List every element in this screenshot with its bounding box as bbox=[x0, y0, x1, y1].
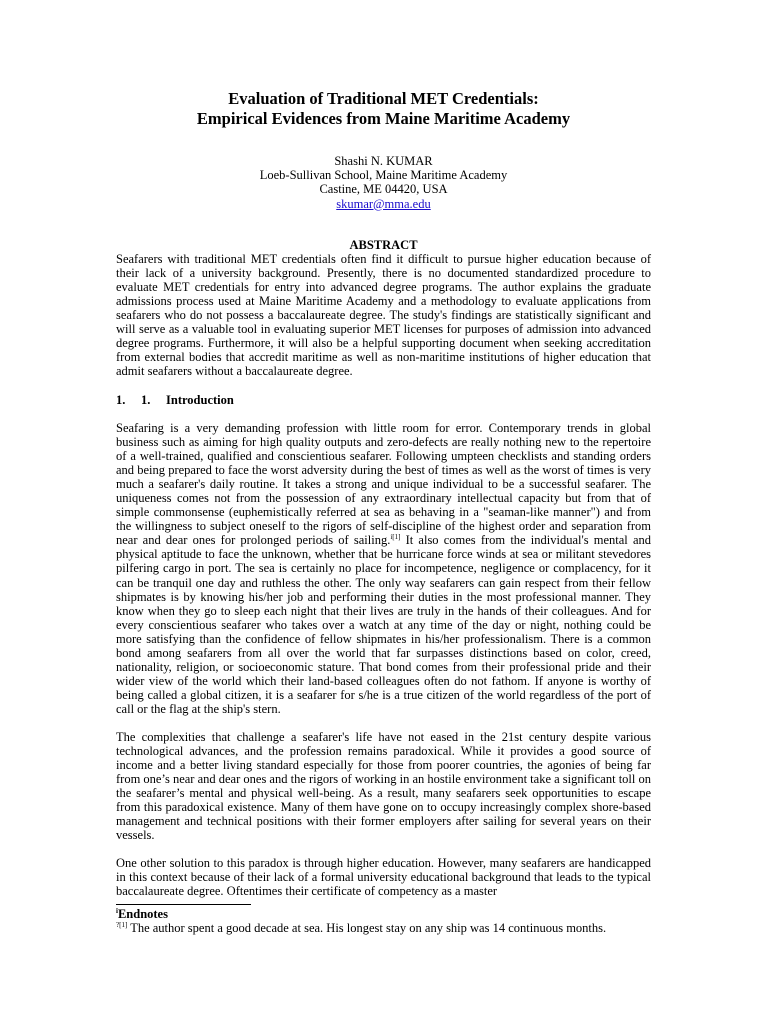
author-block bbox=[116, 154, 651, 211]
endnotes-heading-text: Endnotes bbox=[117, 907, 168, 921]
abstract-heading: ABSTRACT bbox=[349, 238, 418, 252]
author-affiliation: Loeb-Sullivan School, Maine Maritime Academy bbox=[259, 168, 508, 183]
section-heading-introduction bbox=[116, 393, 234, 407]
endnote-marker: ?[1] bbox=[116, 920, 128, 929]
endnote-text: The author spent a good decade at sea. His longest stay on any ship was 14 continuous months. bbox=[130, 921, 607, 935]
abstract-text: Seafarers with traditional MET credentials often find it difficult to pursue higher education because of their lack of a university background. Presently, there is no documented standardized procedure to evaluate MET credentials for entry into advanced degree programs. The author explains the graduate admissions process used at Maine Maritime Academy and a methodology to evaluate applications from seafarers who do not possess a baccalaureate degree. The study's findings are statistically significant and will serve as a valuable tool in evaluating superior MET licenses for purposes of admission into advanced degree programs. Furthermore, it will also be a helpful supporting document when seeking accreditation from external bodies that accredit maritime as well as non-maritime institutions of higher education that admit seafarers without a baccalaureate degree. bbox=[116, 252, 651, 379]
intro-paragraph-2: The complexities that challenge a seafarer's life have not eased in the 21st century despite various technological advances, and the profession remains paradoxical. While it provides a good source of income and a better living standard especially for those from poorer countries, the agonies of being far from one’s near and dear ones and the rigors of working in an hostile environment take a significant toll on the seafarer’s mental and physical well-being. As a result, many seafarers seek opportunities to escape from this paradoxical existence. Many of them have gone on to occupy increasingly complex shore-based management and technical positions with their former employers after sailing for several years on their vessels. bbox=[116, 730, 651, 843]
endnotes-marker: i bbox=[116, 906, 118, 915]
intro-p1-text-a: Seafaring is a very demanding profession with little room for error. Contemporary trends in global business such as aiming for high quality outputs and zero-defects are really nothing new to the repertoire of a well-trained, qualified and conscientious seafarer. Following umpteen checklists and standing orders and being prepared to face the worst adversity during the best of times as well as the worst of times is very much a seafarer's daily routine. It takes a strong and unique individual to be a successful seafarer. The uniqueness comes not from the possession of any extraordinary intellectual capacity but from that of simple commonsense (euphemistically referred at sea as behaving in a "seaman-like manner") and from the willingness to subject oneself to the rigors of self-discipline of the highest order and separation from near and dear ones for prolonged periods of sailing. bbox=[116, 421, 651, 548]
section-number-2: 1. bbox=[141, 393, 151, 407]
author-name: Shashi N. KUMAR bbox=[334, 154, 433, 168]
footnote-ref[interactable]: i[1] bbox=[390, 533, 401, 542]
intro-p1-text-b: It also comes from the individual's mental and physical aptitude to face the unknown, whether that be hurricane force winds at sea or militant stevedores pilfering cargo in port. The sea is certainly no place for incompetence, negligence or complacency, for it can be tranquil one day and ruthless the other. The only way seafarers can gain respect from their fellow shipmates is by knowing his/her job and performing their duties in the most professional manner. They know when they go to sleep each night that their lives are truly in the hands of their colleagues. And for every conscientious seafarer who takes over a watch at any time of the day or night, nothing could be more satisfying than the confidence of fellow shipmates in his/her professionalism. There is a common bond among seafarers from all over the world that far surpasses distinctions based on color, creed, nationality, religion, or socioeconomic stature. That bond comes from their professional pride and their wider view of the world which their land-based colleagues often do not fathom. If anyone is worthy of being called a global citizen, it is a seafarer for s/he is a true citizen of the world regardless of the port of call or the flag at the ship's stern. bbox=[116, 533, 651, 716]
paper-title bbox=[116, 89, 651, 129]
intro-paragraph-3: One other solution to this paradox is through higher education. However, many seafarers are handicapped in this context because of their lack of a formal university educational background that leads to the typical baccalaureate degree. Oftentimes their certificate of competency as a master bbox=[116, 856, 651, 899]
section-title: Introduction bbox=[166, 393, 234, 407]
title-line-2: Empirical Evidences from Maine Maritime Academy bbox=[196, 109, 571, 128]
endnotes-heading bbox=[116, 907, 168, 921]
section-number-1: 1. bbox=[116, 393, 126, 407]
title-line-1: Evaluation of Traditional MET Credentials: bbox=[228, 89, 539, 108]
author-location: Castine, ME 04420, USA bbox=[319, 182, 448, 197]
footnote-divider bbox=[116, 904, 251, 905]
author-email-link[interactable]: skumar@mma.edu bbox=[336, 196, 431, 211]
intro-paragraph-1 bbox=[116, 421, 651, 716]
endnote-item bbox=[116, 921, 676, 935]
